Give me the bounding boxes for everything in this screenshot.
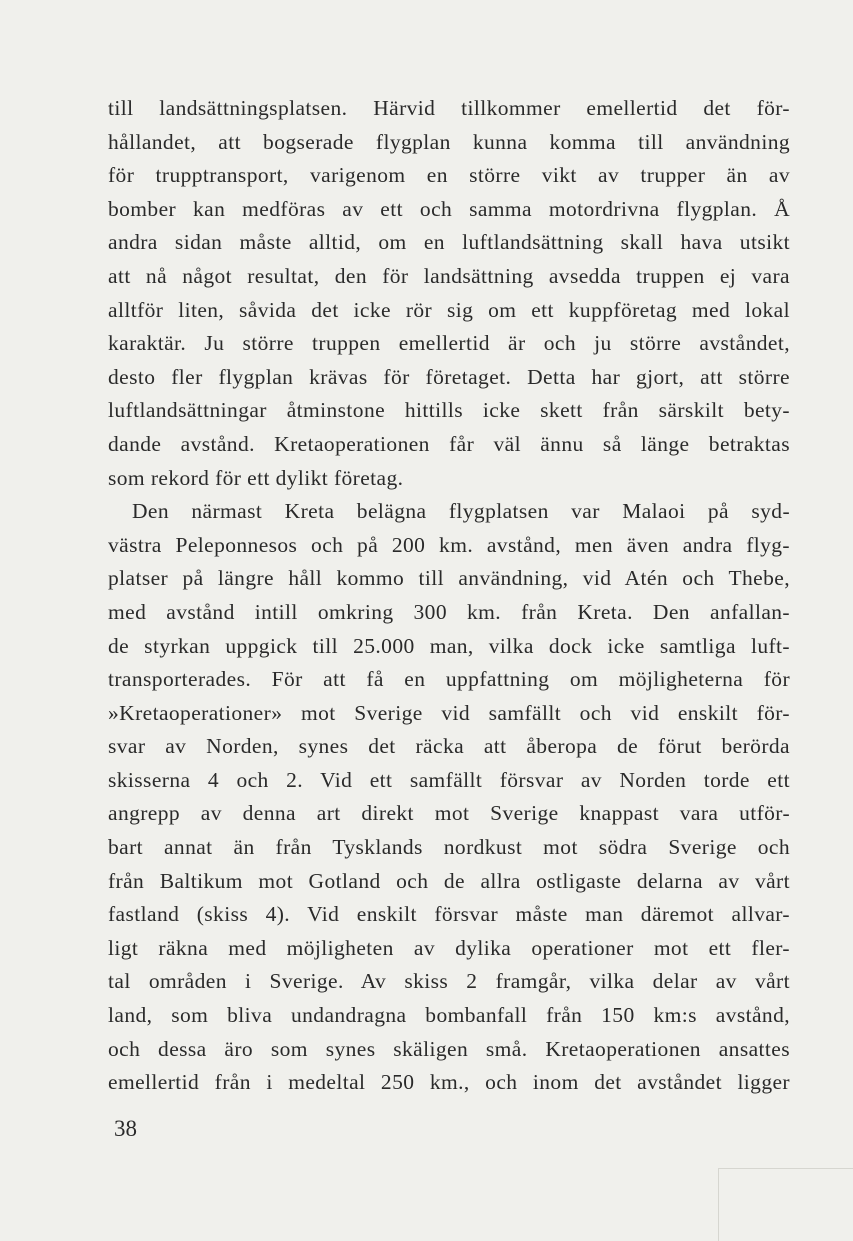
body-text — [108, 92, 790, 1100]
text-line: tal områden i Sverige. Av skiss 2 framgår, vilka delar av vårt — [108, 969, 790, 994]
text-line: desto fler flygplan krävas för företaget. Detta har gjort, att större — [108, 364, 790, 389]
text-line: bomber kan medföras av ett och samma motordrivna flygplan. Å — [108, 196, 790, 221]
text-line: Den närmast Kreta belägna flygplatsen var Malaoi på syd- — [132, 499, 790, 524]
text-line: med avstånd intill omkring 300 km. från Kreta. Den anfallan- — [108, 599, 790, 624]
text-line: hållandet, att bogserade flygplan kunna komma till användning — [108, 129, 790, 154]
text-line: land, som bliva undandragna bombanfall från 150 km:s avstånd, — [108, 1003, 790, 1028]
text-line: dande avstånd. Kretaoperationen får väl ännu så länge betraktas — [108, 431, 790, 456]
text-line: »Kretaoperationer» mot Sverige vid samfällt och vid enskilt för- — [108, 700, 790, 725]
text-line: ligt räkna med möjligheten av dylika operationer mot ett fler- — [108, 935, 790, 960]
text-line: för trupptransport, varigenom en större vikt av trupper än av — [108, 163, 790, 188]
text-line: karaktär. Ju större truppen emellertid är och ju större avståndet, — [108, 331, 790, 356]
text-line: till landsättningsplatsen. Härvid tillkommer emellertid det för- — [108, 96, 790, 120]
text-line: skisserna 4 och 2. Vid ett samfällt försvar av Norden torde ett — [108, 767, 790, 792]
text-line: andra sidan måste alltid, om en luftlandsättning skall hava utsikt — [108, 230, 790, 255]
text-line: de styrkan uppgick till 25.000 man, vilka dock icke samtliga luft- — [108, 633, 790, 658]
text-line: platser på längre håll kommo till användning, vid Atén och Thebe, — [108, 566, 790, 591]
text-line: västra Peleponnesos och på 200 km. avstånd, men även andra flyg- — [108, 532, 790, 557]
text-line: bart annat än från Tysklands nordkust mot södra Sverige och — [108, 835, 790, 860]
text-line: och dessa äro som synes skäligen små. Kretaoperationen ansattes — [108, 1036, 790, 1061]
page-number: 38 — [114, 1116, 137, 1141]
text-line: från Baltikum mot Gotland och de allra ostligaste delarna av vårt — [108, 868, 790, 893]
text-line: att nå något resultat, den för landsättning avsedda truppen ej vara — [108, 263, 790, 288]
scan-frame-corner — [718, 1168, 853, 1241]
text-line: angrepp av denna art direkt mot Sverige knappast vara utför- — [108, 801, 790, 826]
text-line: emellertid från i medeltal 250 km., och inom det avståndet ligger — [108, 1070, 790, 1095]
text-line: som rekord för ett dylikt företag. — [108, 465, 404, 490]
text-line: luftlandsättningar åtminstone hittills icke skett från särskilt bety- — [108, 398, 790, 423]
text-line: svar av Norden, synes det räcka att åberopa de förut berörda — [108, 734, 790, 759]
text-line: transporterades. För att få en uppfattning om möjligheterna för — [108, 667, 790, 692]
text-line: fastland (skiss 4). Vid enskilt försvar måste man däremot allvar- — [108, 902, 790, 927]
text-line: alltför liten, såvida det icke rör sig om ett kuppföretag med lokal — [108, 297, 790, 322]
